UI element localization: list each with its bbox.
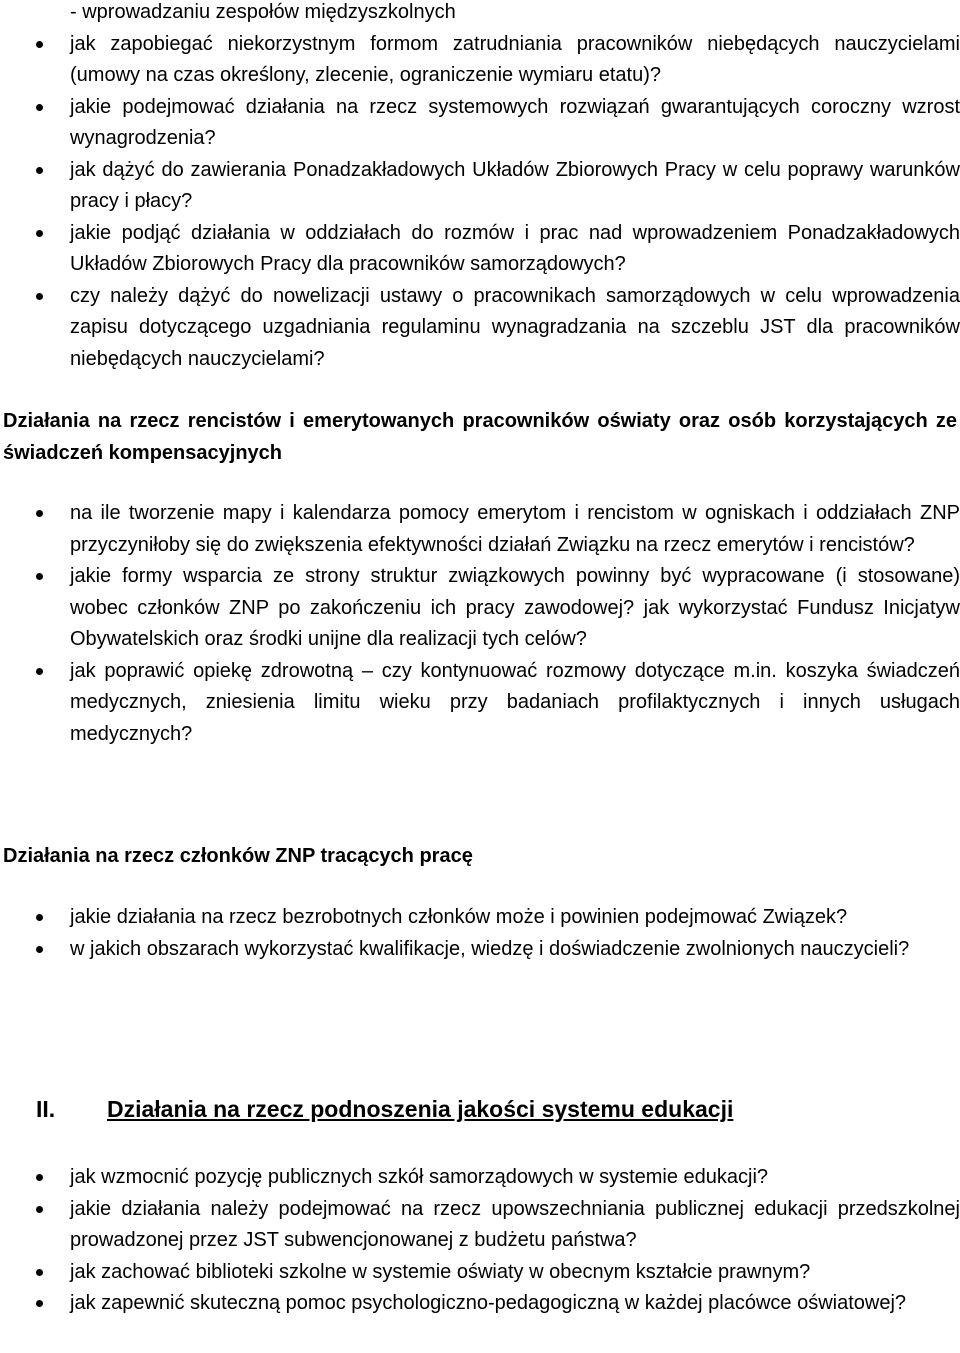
group-1-list (0, 29, 960, 376)
section-ii-list (0, 1162, 960, 1320)
section-retirees (0, 406, 960, 469)
group-1 (0, 0, 960, 375)
list-item: jak zachować biblioteki szkolne w systemie oświaty w obecnym kształcie prawnym? (0, 1257, 960, 1289)
list-item: czy należy dążyć do nowelizacji ustawy o pracownikach samorządowych w celu wprowadzenia zapisu dotyczącego uzgadniania regulaminu wynagradzania na szczeblu JST dla pracowników niebędących nauczycielami? (0, 281, 960, 376)
section-heading-job-loss: Działania na rzecz członków ZNP tracących pracę (3, 845, 473, 867)
section-retirees-list (0, 498, 960, 750)
section-job-loss-list (0, 902, 960, 965)
section-heading-retirees: Działania na rzecz rencistów i emerytowanych pracowników oświaty oraz osób korzystających ze świadczeń kompensacyjnych (3, 410, 957, 464)
section-number: II. (36, 1096, 56, 1122)
list-item: jak zapewnić skuteczną pomoc psychologiczno-pedagogiczną w każdej placówce oświatowej? (0, 1288, 960, 1320)
list-item: na ile tworzenie mapy i kalendarza pomocy emerytom i rencistom w ogniskach i oddziałach ZNP przyczyniłoby się do zwiększenia efektywności działań Związku na rzecz emerytów i rencistów? (0, 498, 960, 561)
list-item: jak zapobiegać niekorzystnym formom zatrudniania pracowników niebędących nauczycielami (umowy na czas określony, zlecenie, ograniczenie wymiaru etatu)? (0, 29, 960, 92)
section-retirees-list-wrap (0, 498, 960, 750)
list-item: w jakich obszarach wykorzystać kwalifikacje, wiedzę i doświadczenie zwolnionych nauczycieli? (0, 934, 960, 966)
intro-continuation: - wprowadzaniu zespołów międzyszkolnych (70, 1, 456, 23)
list-item: jak dążyć do zawierania Ponadzakładowych Układów Zbiorowych Pracy w celu poprawy warunków pracy i płacy? (0, 155, 960, 218)
section-job-loss (0, 841, 960, 873)
section-ii-list-wrap (0, 1162, 960, 1320)
list-item: jakie działania na rzecz bezrobotnych członków może i powinien podejmować Związek? (0, 902, 960, 934)
list-item: jakie podejmować działania na rzecz systemowych rozwiązań gwarantujących coroczny wzrost wynagrodzenia? (0, 92, 960, 155)
list-item: jak wzmocnić pozycję publicznych szkół samorządowych w systemie edukacji? (0, 1162, 960, 1194)
list-item: jakie działania należy podejmować na rzecz upowszechniania publicznej edukacji przedszkolnej prowadzonej przez JST subwencjonowanej z budżetu państwa? (0, 1194, 960, 1257)
section-title: Działania na rzecz podnoszenia jakości systemu edukacji (107, 1096, 734, 1122)
list-item: jakie podjąć działania w oddziałach do rozmów i prac nad wprowadzeniem Ponadzakładowych Układów Zbiorowych Pracy dla pracowników samorządowych? (0, 218, 960, 281)
section-job-loss-list-wrap (0, 902, 960, 965)
list-item: jakie formy wsparcia ze strony struktur związkowych powinny być wypracowane (i stosowane) wobec członków ZNP po zakończeniu ich pracy zawodowej? jak wykorzystać Fundusz Inicjatyw Obywatelskich oraz środki unijne dla realizacji tych celów? (0, 561, 960, 656)
list-item: jak poprawić opiekę zdrowotną – czy kontynuować rozmowy dotyczące m.in. koszyka świadczeń medycznych, zniesienia limitu wieku przy badaniach profilaktycznych i innych usługach medycznych? (0, 656, 960, 751)
